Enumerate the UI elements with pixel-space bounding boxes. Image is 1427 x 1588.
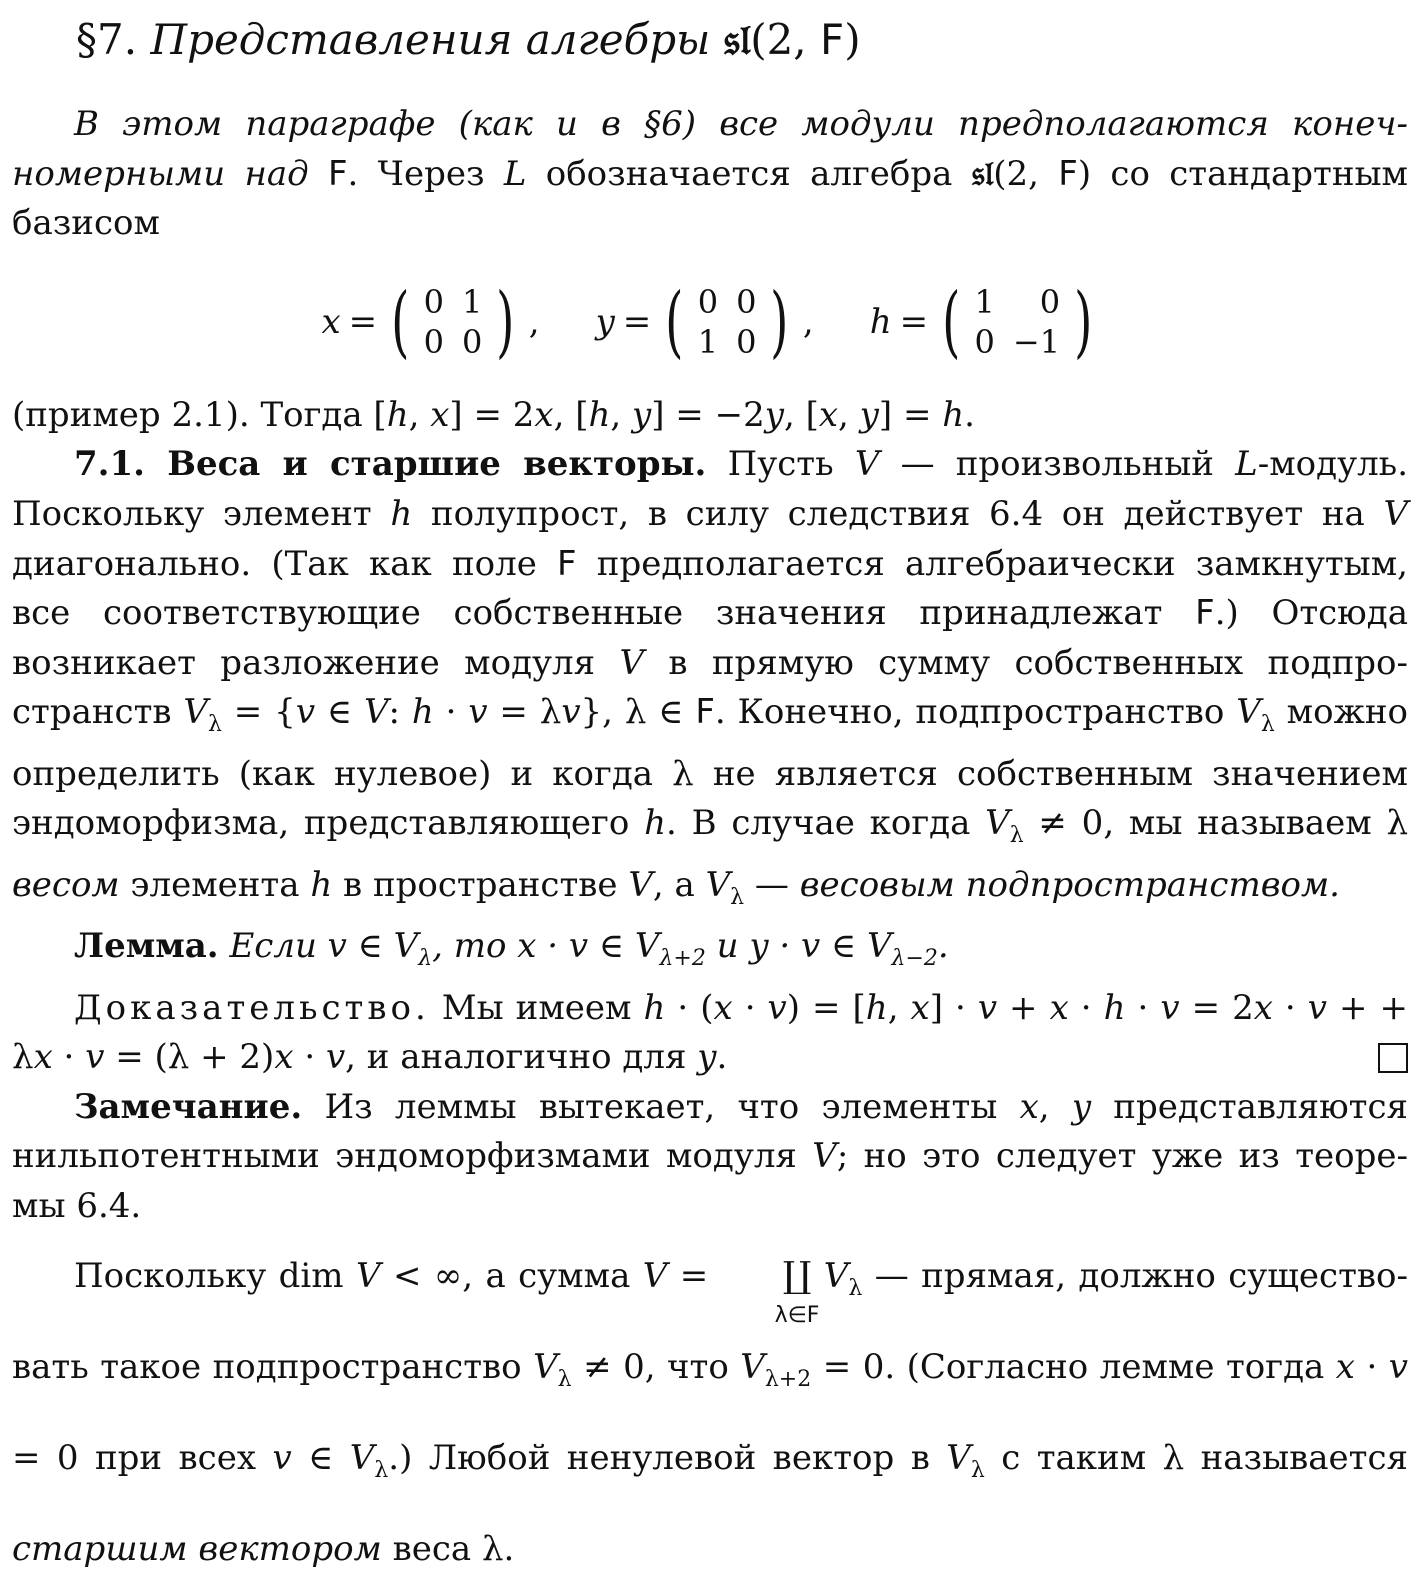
lemma-proof: Доказательство. Мы имеем h · (x · v) = [h, x] · v + x · h · v = 2x · v + + λx · v = (λ + 2)x · v, и аналогично для y. (12, 987, 1408, 1078)
algebra-symbol: 𝔰𝔩 (723, 15, 751, 64)
subsection-heading: 7.1. Веса и старшие векторы. (74, 444, 707, 485)
basis-matrices (12, 267, 1408, 377)
section-title: Представления алгебры (150, 15, 711, 64)
section-heading: §7. Представления алгебры 𝔰𝔩(2, F) (76, 15, 861, 64)
qed-box (1378, 1043, 1408, 1073)
proof-label: Доказательство. (74, 987, 430, 1028)
matrix-x: x = ( 0 1 0 0 ) , (321, 276, 540, 367)
commutator-relations: (пример 2.1). Тогда [h, x] = 2x, [h, y] = −2y, [x, y] = h. (12, 394, 975, 435)
remark-label: Замечание. (74, 1086, 303, 1127)
remark: Замечание. Из леммы вытекает, что элементы x, y представляются нильпотентными эндоморфизмами модуля V; но это следует уже из теоремы 6.4. (12, 1086, 1408, 1226)
subsection-7-1: 7.1. Веса и старшие векторы. Пусть V — произвольный L-модуль. Поскольку элемент h полупрост, в силу следствия 6.4 он действует на V диагонально. (Так как поле F предполагается алгебраически замкнутым, все соответствующие собственные значения принадлежат F.) Отсюда возникает разложение модуля V в прямую сумму собственных подпространств $V_\lambda = \{v$ ∈ V: h · v = λv}, λ ∈ F. Конечно, подпространство $V_\lambda$ можно определить (как нулевое) и когда λ не является собственным значением эндоморфизма, представляющего h. В случае когда $V_\lambda \ne 0$, мы называем λ весом элемента h в пространстве V, а $V_\lambda$ — весовым подпространством. (12, 444, 1409, 910)
matrix-y: y = ( 0 0 1 0 ) , (595, 276, 814, 367)
lemma-label: Лемма. (74, 926, 219, 967)
document-page (12, 8, 1408, 1588)
section-number: §7. (76, 15, 138, 64)
intro-paragraph: В этом параграфе (как и в §6) все модули предполагаются конечномерными над F. Через L обозначается алгебра 𝔰𝔩(2, F) со стандартным базисом (12, 104, 1408, 244)
highest-vector-paragraph: Поскольку dim V < ∞, а сумма V = ∐ λ∈F $V_\lambda$ — прямая, должно существовать такое подпространство $V_\lambda \ne 0$, что $V_{\lambda+2} = 0$. (Согласно лемме тогда x · v = 0 при всех v ∈ $V_\lambda$.) Любой ненулевой вектор в $V_\lambda$ с таким λ называется старшим вектором веса λ. (12, 1255, 1409, 1569)
lemma: Лемма. Если v ∈ $V_\lambda$, то x · v ∈ $V_{\lambda+2}$ и y · v ∈ $V_{\lambda-2}$. (74, 926, 949, 971)
matrix-h: h = ( 1 0 0 −1 ) (869, 276, 1093, 367)
